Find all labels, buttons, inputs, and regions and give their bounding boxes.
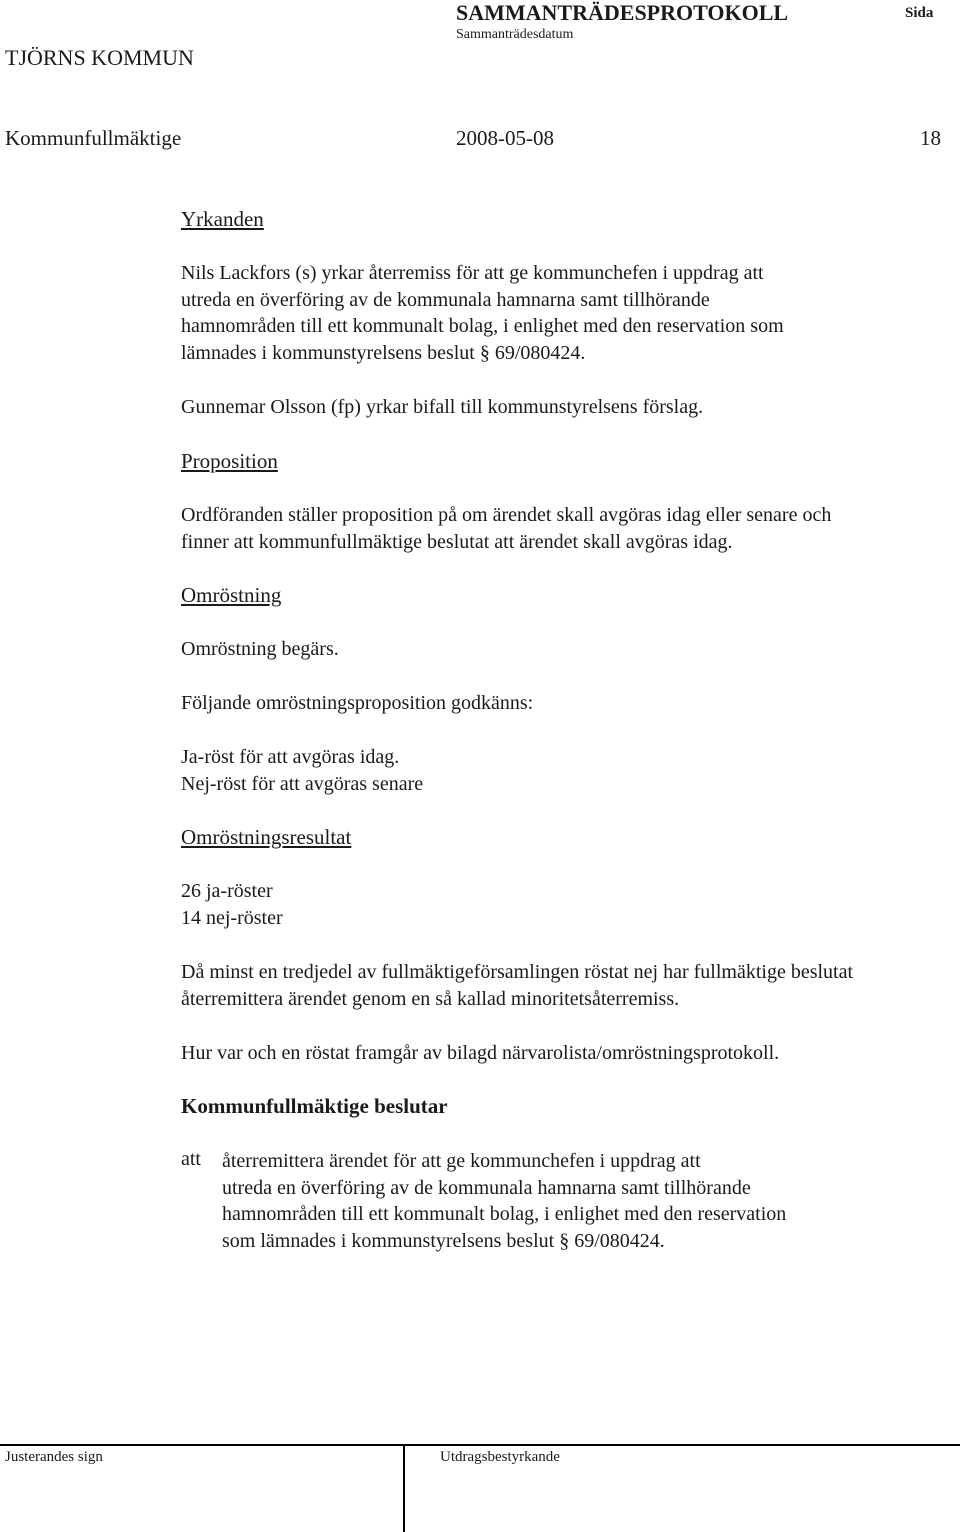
meeting-date: 2008-05-08 (456, 126, 554, 150)
decision-paragraph (222, 1148, 786, 1255)
text-line: utreda en överföring av de kommunala hamnarna samt tillhörande (222, 1176, 751, 1199)
text-line: hamnområden till ett kommunalt bolag, i enlighet med den reservation som (181, 315, 784, 338)
decision-prefix: att (181, 1148, 201, 1170)
text-line: som lämnades i kommunstyrelsens beslut § 69/080424. (222, 1230, 665, 1253)
page-number: 18 (920, 126, 941, 150)
text-line: återremittera ärendet genom en så kallad minoritetsåterremiss. (181, 987, 680, 1010)
text-line: Då minst en tredjedel av fullmäktigeförsamlingen röstat nej har fullmäktige beslutat (181, 961, 854, 983)
result-conclusion (181, 959, 853, 1012)
document-type: SAMMANTRÄDESPROTOKOLL (456, 0, 789, 25)
result-heading: Omröstningsresultat (181, 825, 352, 849)
meeting-date-label: Sammanträdesdatum (456, 27, 574, 42)
footer-column-divider (403, 1444, 405, 1532)
yrkanden-heading: Yrkanden (181, 207, 264, 231)
appendix-note: Hur var och en röstat framgår av bilagd närvarolista/omröstningsprotokoll. (181, 1042, 780, 1064)
second-motion: Gunnemar Olsson (fp) yrkar bifall till kommunstyrelsens förslag. (181, 396, 704, 418)
yrkanden-paragraph (181, 260, 784, 367)
text-line: Ordföranden ställer proposition på om ärendet skall avgöras idag eller senare och (181, 504, 832, 526)
footer-divider (0, 1444, 960, 1446)
organization-name: TJÖRNS KOMMUN (5, 45, 194, 70)
text-line: Nils Lackfors (s) yrkar återremiss för att ge kommunchefen i uppdrag att (181, 262, 764, 284)
decision-heading: Kommunfullmäktige beslutar (181, 1094, 448, 1118)
text-line: hamnområden till ett kommunalt bolag, i enlighet med den reservation (222, 1203, 787, 1226)
text-line: återremittera ärendet för att ge kommunchefen i uppdrag att (222, 1150, 701, 1172)
extract-certification-label: Utdragsbestyrkande (440, 1449, 560, 1465)
page-label: Sida (905, 5, 934, 21)
signature-label: Justerandes sign (5, 1449, 103, 1465)
vote-requested: Omröstning begärs. (181, 638, 339, 660)
text-line: lämnades i kommunstyrelsens beslut § 69/080424. (181, 342, 586, 365)
ja-count: 26 ja-röster (181, 880, 273, 902)
text-line: utreda en överföring av de kommunala hamnarna samt tillhörande (181, 288, 710, 311)
proposition-heading: Proposition (181, 449, 278, 473)
vote-option-ja: Ja-röst för att avgöras idag. (181, 746, 400, 768)
omrostning-heading: Omröstning (181, 583, 282, 607)
vote-option-nej: Nej-röst för att avgöras senare (181, 773, 424, 795)
nej-count: 14 nej-röster (181, 907, 283, 929)
proposition-paragraph (181, 502, 831, 555)
body-name: Kommunfullmäktige (5, 126, 182, 150)
text-line: finner att kommunfullmäktige beslutat att ärendet skall avgöras idag. (181, 530, 733, 553)
vote-proposition-approved: Följande omröstningsproposition godkänns: (181, 692, 534, 714)
